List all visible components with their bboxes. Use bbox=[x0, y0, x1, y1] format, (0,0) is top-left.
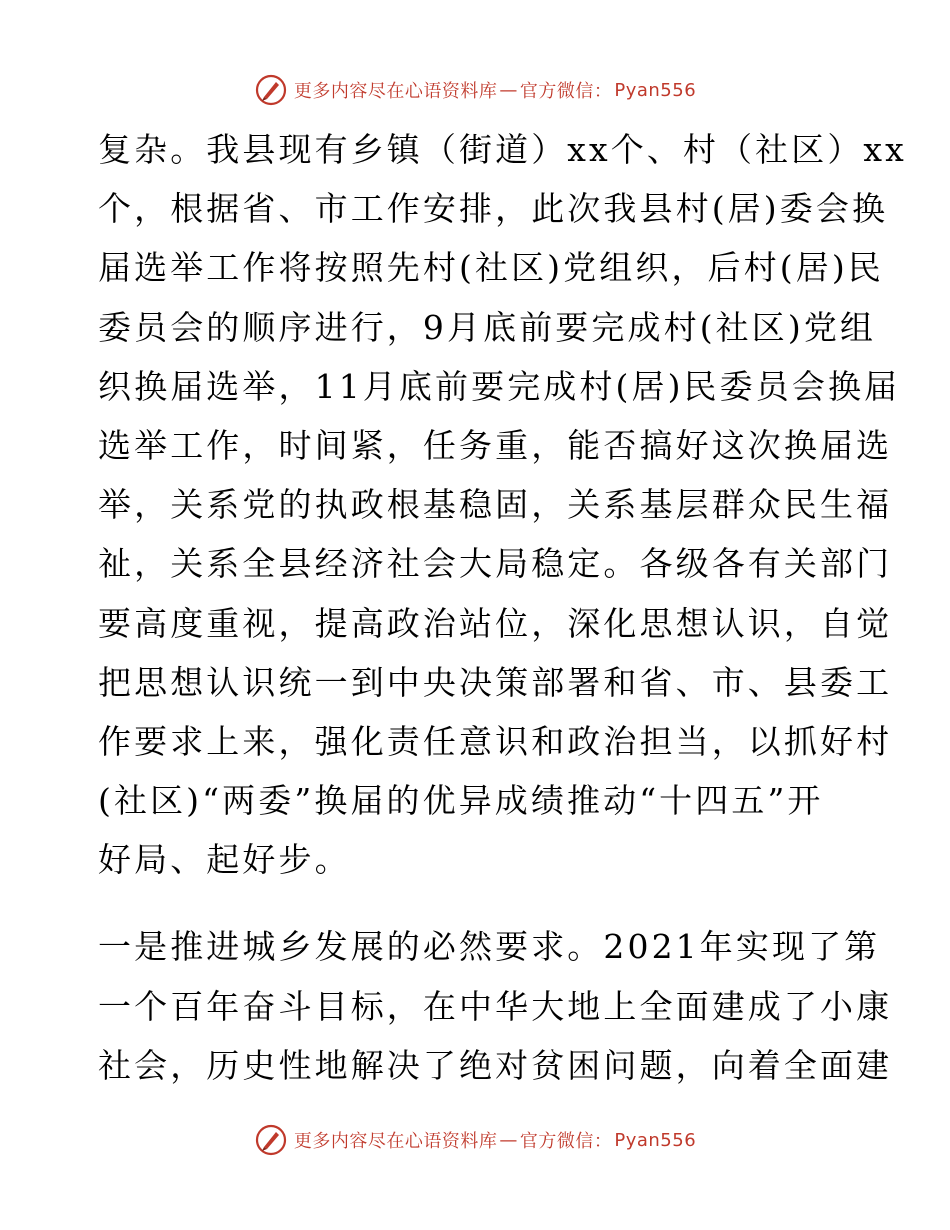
paragraph-spacer bbox=[98, 889, 858, 917]
text-line: 选举工作，时间紧，任务重，能否搞好这次换届选 bbox=[98, 425, 893, 465]
text-line: 举，关系党的执政根基稳固，关系基层群众民生福 bbox=[98, 485, 893, 525]
wechat-id: Pyan556 bbox=[614, 1129, 697, 1151]
text-line: 一个百年奋斗目标，在中华大地上全面建成了小康 bbox=[98, 986, 893, 1026]
wechat-id: Pyan556 bbox=[614, 79, 697, 101]
text-line: 委员会的顺序进行，9月底前要完成村(社区)党组 bbox=[98, 307, 877, 347]
text-line: 把思想认识统一到中央决策部署和省、市、县委工 bbox=[98, 662, 893, 702]
separator: — bbox=[499, 1129, 518, 1151]
text-line: 个，根据省、市工作安排，此次我县村(居)委会换 bbox=[98, 189, 889, 229]
pen-logo-icon bbox=[254, 1123, 288, 1157]
library-text: 更多内容尽在心语资料库 bbox=[293, 1131, 498, 1152]
body-text bbox=[98, 120, 907, 1095]
paragraph-1 bbox=[98, 120, 907, 889]
header-watermark bbox=[0, 70, 950, 110]
text-line: 作要求上来，强化责任意识和政治担当，以抓好村 bbox=[98, 721, 893, 761]
separator: — bbox=[499, 79, 518, 101]
text-line: 好局、起好步。 bbox=[98, 840, 351, 880]
wechat-label: 官方微信： bbox=[519, 81, 613, 102]
text-line: (社区)“两委”换届的优异成绩推动“十四五”开 bbox=[98, 781, 824, 821]
text-line: 届选举工作将按照先村(社区)党组织，后村(居)民 bbox=[98, 248, 884, 288]
wechat-label: 官方微信： bbox=[519, 1131, 613, 1152]
pen-logo-icon bbox=[254, 73, 288, 107]
text-line: 织换届选举，11月底前要完成村(居)民委员会换届 bbox=[98, 366, 901, 406]
footer-watermark bbox=[0, 1120, 950, 1160]
text-line: 祉，关系全县经济社会大局稳定。各级各有关部门 bbox=[98, 544, 893, 584]
text-line: 复杂。我县现有乡镇（街道）xx个、村（社区）xx bbox=[98, 130, 907, 169]
paragraph-2 bbox=[98, 917, 893, 1095]
text-line: 一是推进城乡发展的必然要求。2021年实现了第 bbox=[98, 927, 881, 967]
text-line: 要高度重视，提高政治站位，深化思想认识，自觉 bbox=[98, 603, 893, 643]
library-text: 更多内容尽在心语资料库 bbox=[293, 81, 498, 102]
text-line: 社会，历史性地解决了绝对贫困问题，向着全面建 bbox=[98, 1045, 893, 1085]
